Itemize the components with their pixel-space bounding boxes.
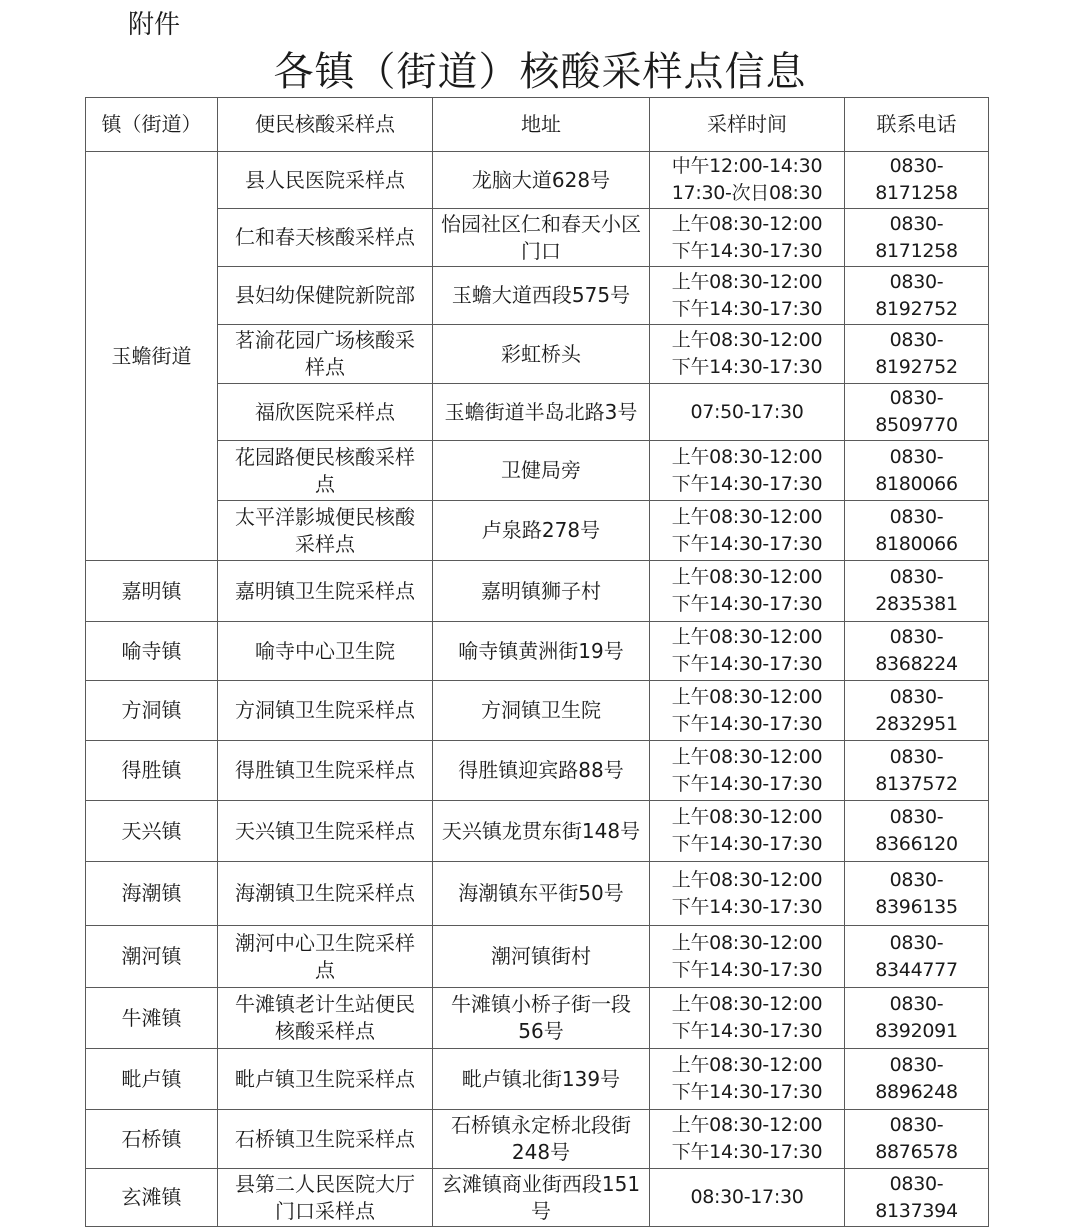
phone-cell: 0830-8344777 xyxy=(845,926,989,988)
table-row xyxy=(86,325,989,384)
town-cell: 毗卢镇 xyxy=(86,1049,218,1110)
time-line: 下午14:30-17:30 xyxy=(671,239,823,262)
address-cell: 龙脑大道628号 xyxy=(433,152,650,209)
phone-cell: 0830-8876578 xyxy=(845,1110,989,1169)
time-line: 08:30-17:30 xyxy=(690,1186,804,1208)
time-line: 下午14:30-17:30 xyxy=(671,772,823,795)
address-cell: 牛滩镇小桥子街一段56号 xyxy=(433,988,650,1049)
town-cell: 玄滩镇 xyxy=(86,1169,218,1227)
time-line: 上午08:30-12:00 xyxy=(671,626,823,648)
town-cell: 玉蟾街道 xyxy=(86,152,218,561)
phone-cell: 0830-8509770 xyxy=(845,384,989,441)
table-row xyxy=(86,1169,989,1227)
time-line: 下午14:30-17:30 xyxy=(671,593,823,615)
address-cell: 嘉明镇狮子村 xyxy=(433,561,650,622)
address-cell: 玄滩镇商业街西段151号 xyxy=(433,1169,650,1227)
table-row xyxy=(86,501,989,561)
site-cell: 茗渝花园广场核酸采样点 xyxy=(218,325,433,384)
time-line: 上午08:30-12:00 xyxy=(671,329,823,351)
time-line: 07:50-17:30 xyxy=(690,400,804,423)
table-row xyxy=(86,209,989,267)
phone-cell: 0830-8171258 xyxy=(845,152,989,209)
table-row xyxy=(86,862,989,926)
site-cell: 石桥镇卫生院采样点 xyxy=(218,1110,433,1169)
table-row xyxy=(86,384,989,441)
time-line: 上午08:30-12:00 xyxy=(671,270,823,293)
page-title: 各镇（街道）核酸采样点信息 xyxy=(273,49,807,95)
time-cell xyxy=(650,384,845,441)
time-cell xyxy=(650,501,845,561)
town-cell: 牛滩镇 xyxy=(86,988,218,1049)
phone-cell: 0830-8192752 xyxy=(845,325,989,384)
site-cell: 得胜镇卫生院采样点 xyxy=(218,741,433,801)
time-line: 下午14:30-17:30 xyxy=(671,712,823,735)
time-line: 上午08:30-12:00 xyxy=(671,745,823,768)
header-site: 便民核酸采样点 xyxy=(218,98,433,152)
phone-cell: 0830-8137394 xyxy=(845,1169,989,1227)
time-cell xyxy=(650,801,845,862)
phone-cell: 0830-8137572 xyxy=(845,741,989,801)
address-cell: 玉蟾街道半岛北路3号 xyxy=(433,384,650,441)
site-cell: 海潮镇卫生院采样点 xyxy=(218,862,433,926)
time-line: 上午08:30-12:00 xyxy=(671,566,823,588)
time-cell xyxy=(650,1169,845,1227)
address-cell: 玉蟾大道西段575号 xyxy=(433,267,650,325)
address-cell: 海潮镇东平街50号 xyxy=(433,862,650,926)
table-row xyxy=(86,1110,989,1169)
time-line: 下午14:30-17:30 xyxy=(671,653,823,675)
table-header-row xyxy=(86,98,989,152)
time-cell xyxy=(650,1049,845,1110)
table-row xyxy=(86,441,989,501)
table-row xyxy=(86,561,989,622)
address-cell: 潮河镇街村 xyxy=(433,926,650,988)
address-cell: 得胜镇迎宾路88号 xyxy=(433,741,650,801)
time-cell xyxy=(650,267,845,325)
town-cell: 得胜镇 xyxy=(86,741,218,801)
time-cell xyxy=(650,988,845,1049)
address-cell: 方洞镇卫生院 xyxy=(433,681,650,741)
time-line: 下午14:30-17:30 xyxy=(671,532,823,555)
phone-cell: 0830-8171258 xyxy=(845,209,989,267)
site-cell: 方洞镇卫生院采样点 xyxy=(218,681,433,741)
site-cell: 喻寺中心卫生院 xyxy=(218,622,433,681)
time-line: 上午08:30-12:00 xyxy=(671,993,823,1015)
site-cell: 牛滩镇老计生站便民核酸采样点 xyxy=(218,988,433,1049)
address-cell: 怡园社区仁和春天小区门口 xyxy=(433,209,650,267)
time-line: 上午08:30-12:00 xyxy=(671,212,823,235)
header-town: 镇（街道） xyxy=(86,98,218,152)
time-line: 下午14:30-17:30 xyxy=(671,356,823,378)
time-line: 上午08:30-12:00 xyxy=(671,806,823,828)
time-line: 上午08:30-12:00 xyxy=(671,1054,823,1076)
time-line: 下午14:30-17:30 xyxy=(671,472,823,495)
phone-cell: 0830-8896248 xyxy=(845,1049,989,1110)
site-cell: 花园路便民核酸采样点 xyxy=(218,441,433,501)
time-line: 上午08:30-12:00 xyxy=(671,445,823,468)
time-cell xyxy=(650,152,845,209)
time-cell xyxy=(650,681,845,741)
town-cell: 喻寺镇 xyxy=(86,622,218,681)
town-cell: 嘉明镇 xyxy=(86,561,218,622)
time-line: 上午08:30-12:00 xyxy=(671,931,823,954)
address-cell: 天兴镇龙贯东街148号 xyxy=(433,801,650,862)
time-line: 上午08:30-12:00 xyxy=(671,685,823,708)
time-cell xyxy=(650,325,845,384)
time-line: 中午12:00-14:30 xyxy=(671,155,823,177)
address-cell: 彩虹桥头 xyxy=(433,325,650,384)
phone-cell: 0830-8180066 xyxy=(845,501,989,561)
town-cell: 石桥镇 xyxy=(86,1110,218,1169)
sampling-sites-table xyxy=(85,97,989,1227)
time-cell xyxy=(650,741,845,801)
phone-cell: 0830-8366120 xyxy=(845,801,989,862)
time-line: 17:30-次日08:30 xyxy=(671,182,823,204)
address-cell: 石桥镇永定桥北段街248号 xyxy=(433,1110,650,1169)
time-line: 下午14:30-17:30 xyxy=(671,1081,823,1103)
time-line: 上午08:30-12:00 xyxy=(671,1114,823,1136)
phone-cell: 0830-8180066 xyxy=(845,441,989,501)
table-row xyxy=(86,681,989,741)
table-row xyxy=(86,267,989,325)
phone-cell: 0830-8396135 xyxy=(845,862,989,926)
site-cell: 毗卢镇卫生院采样点 xyxy=(218,1049,433,1110)
table-row xyxy=(86,926,989,988)
phone-cell: 0830-2835381 xyxy=(845,561,989,622)
address-cell: 卫健局旁 xyxy=(433,441,650,501)
address-cell: 喻寺镇黄洲街19号 xyxy=(433,622,650,681)
header-time: 采样时间 xyxy=(650,98,845,152)
time-line: 下午14:30-17:30 xyxy=(671,1020,823,1042)
table-row xyxy=(86,1049,989,1110)
town-cell: 天兴镇 xyxy=(86,801,218,862)
address-cell: 卢泉路278号 xyxy=(433,501,650,561)
time-cell xyxy=(650,561,845,622)
attachment-label: 附件 xyxy=(128,10,181,40)
table-row xyxy=(86,741,989,801)
address-cell: 毗卢镇北街139号 xyxy=(433,1049,650,1110)
town-cell: 方洞镇 xyxy=(86,681,218,741)
table-row xyxy=(86,988,989,1049)
site-cell: 天兴镇卫生院采样点 xyxy=(218,801,433,862)
time-line: 下午14:30-17:30 xyxy=(671,833,823,855)
site-cell: 仁和春天核酸采样点 xyxy=(218,209,433,267)
time-cell xyxy=(650,622,845,681)
phone-cell: 0830-2832951 xyxy=(845,681,989,741)
header-phone: 联系电话 xyxy=(845,98,989,152)
site-cell: 嘉明镇卫生院采样点 xyxy=(218,561,433,622)
time-cell xyxy=(650,1110,845,1169)
site-cell: 县妇幼保健院新院部 xyxy=(218,267,433,325)
time-line: 下午14:30-17:30 xyxy=(671,895,823,918)
site-cell: 县第二人民医院大厅门口采样点 xyxy=(218,1169,433,1227)
town-cell: 潮河镇 xyxy=(86,926,218,988)
table-row xyxy=(86,152,989,209)
time-line: 上午08:30-12:00 xyxy=(671,868,823,891)
time-cell xyxy=(650,209,845,267)
time-line: 上午08:30-12:00 xyxy=(671,505,823,528)
time-cell xyxy=(650,862,845,926)
header-address: 地址 xyxy=(433,98,650,152)
site-cell: 太平洋影城便民核酸采样点 xyxy=(218,501,433,561)
time-line: 下午14:30-17:30 xyxy=(671,297,823,320)
table-row xyxy=(86,801,989,862)
time-cell xyxy=(650,926,845,988)
town-cell: 海潮镇 xyxy=(86,862,218,926)
phone-cell: 0830-8192752 xyxy=(845,267,989,325)
site-cell: 县人民医院采样点 xyxy=(218,152,433,209)
time-line: 下午14:30-17:30 xyxy=(671,1141,823,1163)
site-cell: 福欣医院采样点 xyxy=(218,384,433,441)
site-cell: 潮河中心卫生院采样点 xyxy=(218,926,433,988)
phone-cell: 0830-8392091 xyxy=(845,988,989,1049)
time-line: 下午14:30-17:30 xyxy=(671,958,823,981)
table-row xyxy=(86,622,989,681)
time-cell xyxy=(650,441,845,501)
phone-cell: 0830-8368224 xyxy=(845,622,989,681)
